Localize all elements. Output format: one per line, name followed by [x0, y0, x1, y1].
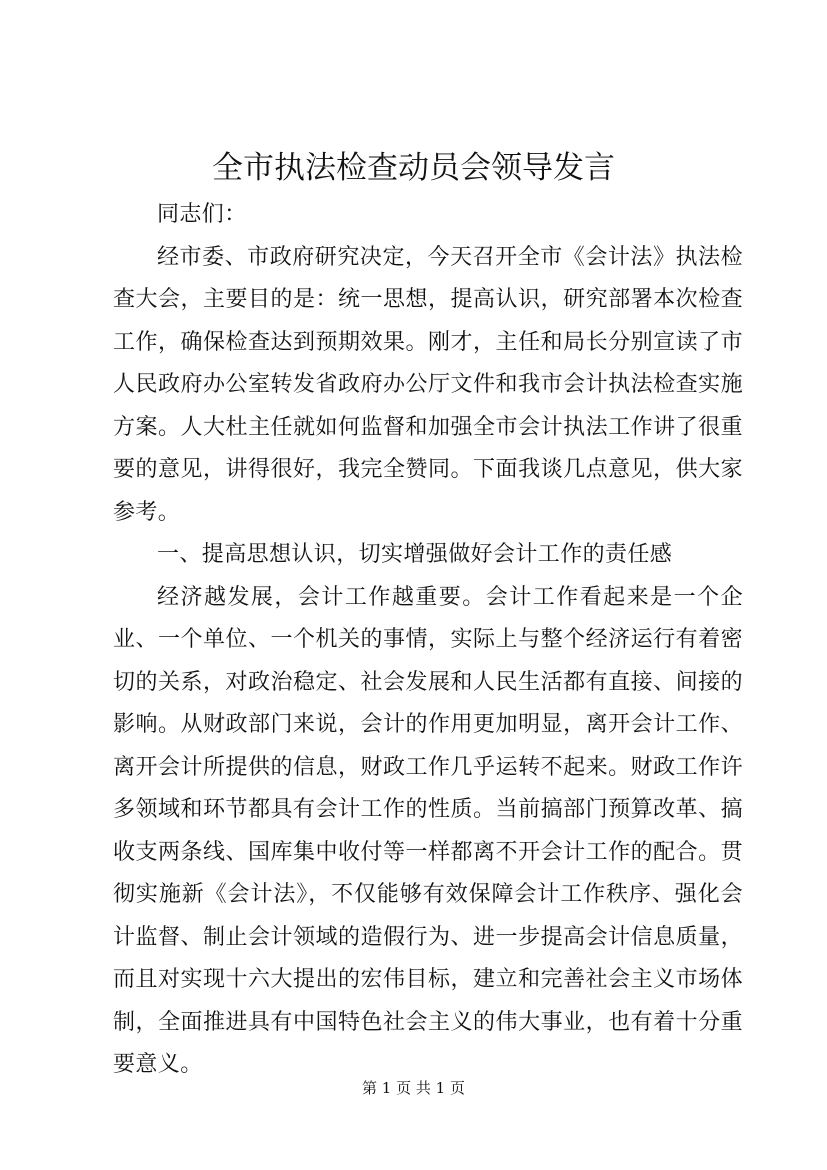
paragraph-intro: 经市委、市政府研究决定，今天召开全市《会计法》执法检查大会，主要目的是：统一思想，提高认识，研究部署本次检查工作，确保检查达到预期效果。刚才，主任和局长分别宣读了市人民政府办公室转发省政府办公厅文件和我市会计执法检查实施方案。人大杜主任就如何监督和加强全市会计执法工作讲了很重要的意见，讲得很好，我完全赞同。下面我谈几点意见，供大家参考。	[113, 244, 743, 525]
salutation: 同志们：	[157, 202, 247, 227]
document-body	[113, 194, 743, 1087]
paragraph-body: 经济越发展，会计工作越重要。会计工作看起来是一个企业、一个单位、一个机关的事情，实际上与整个经济运行有着密切的关系，对政治稳定、社会发展和人民生活都有直接、间接的影响。从财政部门来说，会计的作用更加明显，离开会计工作、离开会计所提供的信息，财政工作几乎运转不起来。财政工作许多领域和环节都具有会计工作的性质。当前搞部门预算改革、搞收支两条线、国库集中收付等一样都离不开会计工作的配合。贯彻实施新《会计法》，不仅能够有效保障会计工作秩序、强化会计监督、制止会计领域的造假行为、进一步提高会计信息质量，而且对实现十六大提出的宏伟目标，建立和完善社会主义市场体制，全面推进具有中国特色社会主义的伟大事业，也有着十分重要意义。	[113, 584, 743, 1077]
document-title: 全市执法检查动员会领导发言	[212, 150, 615, 186]
section-heading: 一、提高思想认识，切实增强做好会计工作的责任感	[157, 542, 673, 567]
page-footer: 第 1 页 共 1 页	[362, 1079, 465, 1097]
